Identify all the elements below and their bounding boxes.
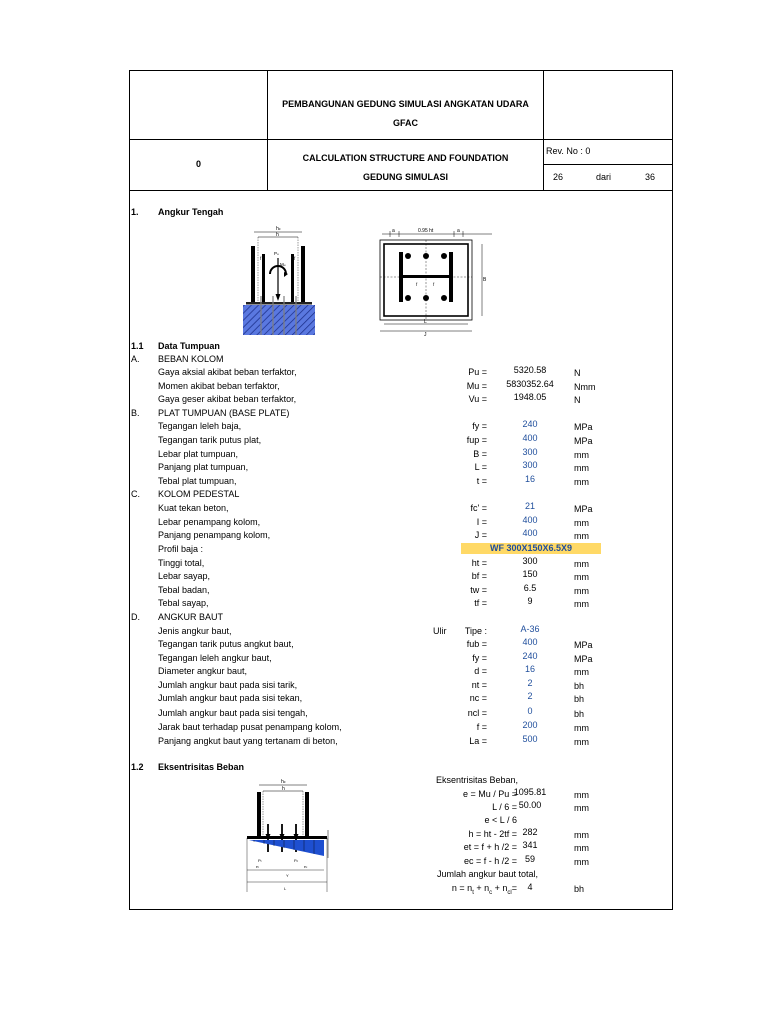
ecc-unit: mm — [574, 843, 589, 853]
row-symbol: fy = — [472, 653, 487, 663]
row-value: A-36 — [520, 624, 540, 634]
row-symbol: t = — [476, 476, 487, 486]
ecc-unit: mm — [574, 830, 589, 840]
row-label: Jumlah angkur baut pada sisi tarik, — [158, 680, 298, 690]
row-value: 150 — [522, 569, 538, 579]
row-symbol: nc = — [469, 693, 487, 703]
row-value: 16 — [524, 664, 535, 674]
row-value: 240 — [522, 651, 538, 661]
row-unit: mm — [574, 477, 589, 487]
row-label: Tegangan leleh baja, — [158, 421, 242, 431]
row-value: 400 — [522, 515, 538, 525]
ecc-unit: mm — [574, 857, 589, 867]
row-label: Gaya aksial akibat beban terfaktor, — [158, 367, 297, 377]
row-unit: mm — [574, 572, 589, 582]
row-value: 1948.05 — [513, 392, 547, 402]
bolt-total-value: 4 — [527, 882, 533, 892]
row-value: 5320.58 — [513, 365, 547, 375]
row-label: Lebar sayap, — [158, 571, 211, 581]
row-unit: mm — [574, 599, 589, 609]
subsection-number: 1.2 — [131, 762, 144, 772]
row-unit: bh — [574, 694, 585, 704]
row-label: Lebar plat tumpuan, — [158, 449, 239, 459]
row-label: Jarak baut terhadap pusat penampang kolom, — [158, 722, 342, 732]
row-label: Tebal badan, — [158, 585, 210, 595]
f-label: f — [294, 256, 296, 261]
row-symbol: La = — [469, 736, 487, 746]
row-value: 2 — [527, 691, 533, 701]
row-symbol: I = — [476, 517, 487, 527]
row-value: 21 — [524, 501, 535, 511]
row-symbol: B = — [473, 449, 487, 459]
row-symbol: Vu = — [468, 394, 487, 404]
row-unit: bh — [574, 681, 585, 691]
f-label: f — [416, 282, 418, 287]
row-unit: mm — [574, 737, 589, 747]
row-unit: MPa — [574, 504, 593, 514]
page-number: 26 — [553, 172, 564, 182]
y-label: Y — [286, 873, 289, 878]
row-symbol: L = — [474, 462, 487, 472]
steel-profile-highlight: WF 300X150X6.5X9 — [461, 543, 601, 554]
subsection-title: Data Tumpuan — [158, 341, 220, 351]
row-value: 400 — [522, 433, 538, 443]
row-value: 9 — [527, 596, 533, 606]
page-of-label: dari — [596, 172, 612, 182]
group-letter: A. — [131, 354, 140, 364]
row-symbol: fc' = — [470, 503, 487, 513]
h-label: h — [282, 786, 285, 792]
row-label: Momen akibat beban terfaktor, — [158, 381, 280, 391]
row-symbol: ncl = — [467, 708, 487, 718]
row-label: Tebal plat tumpuan, — [158, 476, 237, 486]
row-symbol: J = — [474, 530, 487, 540]
a-label: a — [392, 228, 395, 234]
f-label: f — [260, 256, 262, 261]
et-label: et — [256, 865, 259, 869]
ecc-value: 50.00 — [518, 800, 542, 810]
calc-title-line1: CALCULATION STRUCTURE AND FOUNDATION — [302, 153, 509, 163]
header-divider — [543, 70, 544, 190]
row-symbol: tf = — [474, 598, 487, 608]
pu-label: Pu — [274, 251, 279, 256]
row-value: 2 — [527, 678, 533, 688]
a-label: a — [457, 228, 460, 234]
page-total: 36 — [645, 172, 656, 182]
row-value: 16 — [524, 474, 535, 484]
row-unit: mm — [574, 723, 589, 733]
row-label: Tegangan tarik putus plat, — [158, 435, 262, 445]
row-label: Jumlah angkur baut pada sisi tengah, — [158, 708, 308, 718]
group-title: KOLOM PEDESTAL — [158, 489, 240, 499]
ecc-value: 282 — [522, 827, 538, 837]
l-label: L — [284, 886, 287, 891]
row-value: 240 — [522, 419, 538, 429]
base-plate-plan-figure — [378, 226, 498, 338]
row-symbol: nt = — [471, 680, 487, 690]
row-value: 6.5 — [523, 583, 537, 593]
ht-label: 0.95 ht — [418, 228, 434, 234]
row-value: 0 — [527, 706, 533, 716]
row-label: Panjang plat tumpuan, — [158, 462, 249, 472]
project-title-line1: PEMBANGUNAN GEDUNG SIMULASI ANGKATAN UDARA — [282, 99, 529, 109]
section-number: 1. — [131, 207, 139, 217]
row-symbol: fub = — [466, 639, 487, 649]
row-unit: MPa — [574, 654, 593, 664]
row-symbol: tw = — [470, 585, 487, 595]
eccentricity-figure — [244, 778, 332, 896]
column-elevation-figure — [240, 224, 320, 336]
group-title: ANGKUR BAUT — [158, 612, 224, 622]
ecc-symbol: e < L / 6 — [484, 815, 517, 825]
group-letter: B. — [131, 408, 140, 418]
ecc-symbol: h = ht - 2tf = — [468, 829, 517, 839]
ecc-symbol: L / 6 = — [492, 802, 517, 812]
pt-label: Pt — [258, 858, 262, 863]
row-label: Tegangan tarik putus angkut baut, — [158, 639, 294, 649]
row-value: 400 — [522, 528, 538, 538]
thread-label: Ulir — [433, 626, 447, 636]
row-value: 300 — [522, 447, 538, 457]
row-unit: mm — [574, 531, 589, 541]
group-title: BEBAN KOLOM — [158, 354, 224, 364]
row-label: Jumlah angkur baut pada sisi tekan, — [158, 693, 303, 703]
row-unit: N — [574, 368, 581, 378]
row-unit: mm — [574, 450, 589, 460]
h-label: h — [276, 232, 279, 238]
f-label: f — [433, 282, 435, 287]
row-unit: mm — [574, 559, 589, 569]
ecc-value: 341 — [522, 840, 538, 850]
row-value: 200 — [522, 720, 538, 730]
eccentricity-heading: Eksentrisitas Beban, — [436, 775, 519, 785]
row-symbol: f = — [476, 722, 487, 732]
row-symbol: fy = — [472, 421, 487, 431]
ecc-value: 1095.81 — [513, 787, 547, 797]
subsection-number: 1.1 — [131, 341, 144, 351]
row-unit: mm — [574, 518, 589, 528]
row-unit: MPa — [574, 640, 593, 650]
header-divider — [129, 190, 673, 191]
bolt-total-unit: bh — [574, 884, 585, 894]
row-symbol: fup = — [466, 435, 487, 445]
row-value: 300 — [522, 556, 538, 566]
bolt-total-formula: $n = n_t + n_c + n_{cl}=$ — [451, 883, 517, 896]
row-symbol: d = — [474, 666, 487, 676]
row-symbol: Pu = — [468, 367, 487, 377]
ecc-symbol: et = f + h /2 = — [463, 842, 517, 852]
doc-code: 0 — [195, 159, 201, 169]
row-label: Gaya geser akibat beban terfaktor, — [158, 394, 297, 404]
header-divider — [129, 139, 673, 140]
pc-label: Pc — [294, 858, 299, 863]
row-label: Tebal sayap, — [158, 598, 209, 608]
group-letter: D. — [131, 612, 140, 622]
j-label: J — [424, 332, 427, 338]
row-label: Tinggi total, — [158, 558, 205, 568]
section-title: Angkur Tengah — [158, 207, 224, 217]
row-label: Lebar penampang kolom, — [158, 517, 261, 527]
header-divider — [543, 164, 673, 165]
row-unit: mm — [574, 586, 589, 596]
row-label: Profil baja : — [158, 544, 204, 554]
row-label: Panjang angkut baut yang tertanam di beton, — [158, 736, 338, 746]
bolt-total-heading: Jumlah angkur baut total, — [437, 869, 539, 879]
ecc-unit: mm — [574, 803, 589, 813]
row-unit: MPa — [574, 422, 593, 432]
row-unit: Nmm — [574, 382, 596, 392]
ecc-symbol: ec = f - h /2 = — [463, 856, 517, 866]
row-value: 5830352.64 — [506, 379, 554, 389]
row-label: Jenis angkur baut, — [158, 626, 232, 636]
group-title: PLAT TUMPUAN (BASE PLATE) — [158, 408, 290, 418]
row-unit: N — [574, 395, 581, 405]
row-label: Tegangan leleh angkur baut, — [158, 653, 272, 663]
ecc-symbol: e = Mu / Pu = — [462, 789, 517, 799]
row-unit: MPa — [574, 436, 593, 446]
row-label: Panjang penampang kolom, — [158, 530, 271, 540]
row-value: 500 — [522, 734, 538, 744]
row-unit: mm — [574, 463, 589, 473]
row-symbol: bf = — [471, 571, 487, 581]
row-label: Diameter angkur baut, — [158, 666, 248, 676]
row-value: 300 — [522, 460, 538, 470]
group-letter: C. — [131, 489, 140, 499]
row-symbol: Tipe : — [464, 626, 487, 636]
row-symbol: ht = — [471, 558, 487, 568]
l-label: L — [424, 319, 427, 325]
mu-label: Mu — [280, 262, 286, 267]
revision-number: Rev. No : 0 — [546, 146, 591, 156]
hc-label: hc — [276, 226, 281, 232]
row-label: Kuat tekan beton, — [158, 503, 229, 513]
row-value: 400 — [522, 637, 538, 647]
ec-label: ec — [304, 865, 308, 869]
b-label: B — [483, 277, 487, 283]
hc-label: hc — [281, 779, 286, 785]
calc-title-line2: GEDUNG SIMULASI — [362, 172, 448, 182]
row-unit: mm — [574, 667, 589, 677]
subsection-title: Eksentrisitas Beban — [158, 762, 245, 772]
ecc-unit: mm — [574, 790, 589, 800]
row-symbol: Mu = — [466, 381, 487, 391]
row-unit: bh — [574, 709, 585, 719]
ecc-value: 59 — [524, 854, 535, 864]
project-title-line2: GFAC — [392, 118, 418, 128]
